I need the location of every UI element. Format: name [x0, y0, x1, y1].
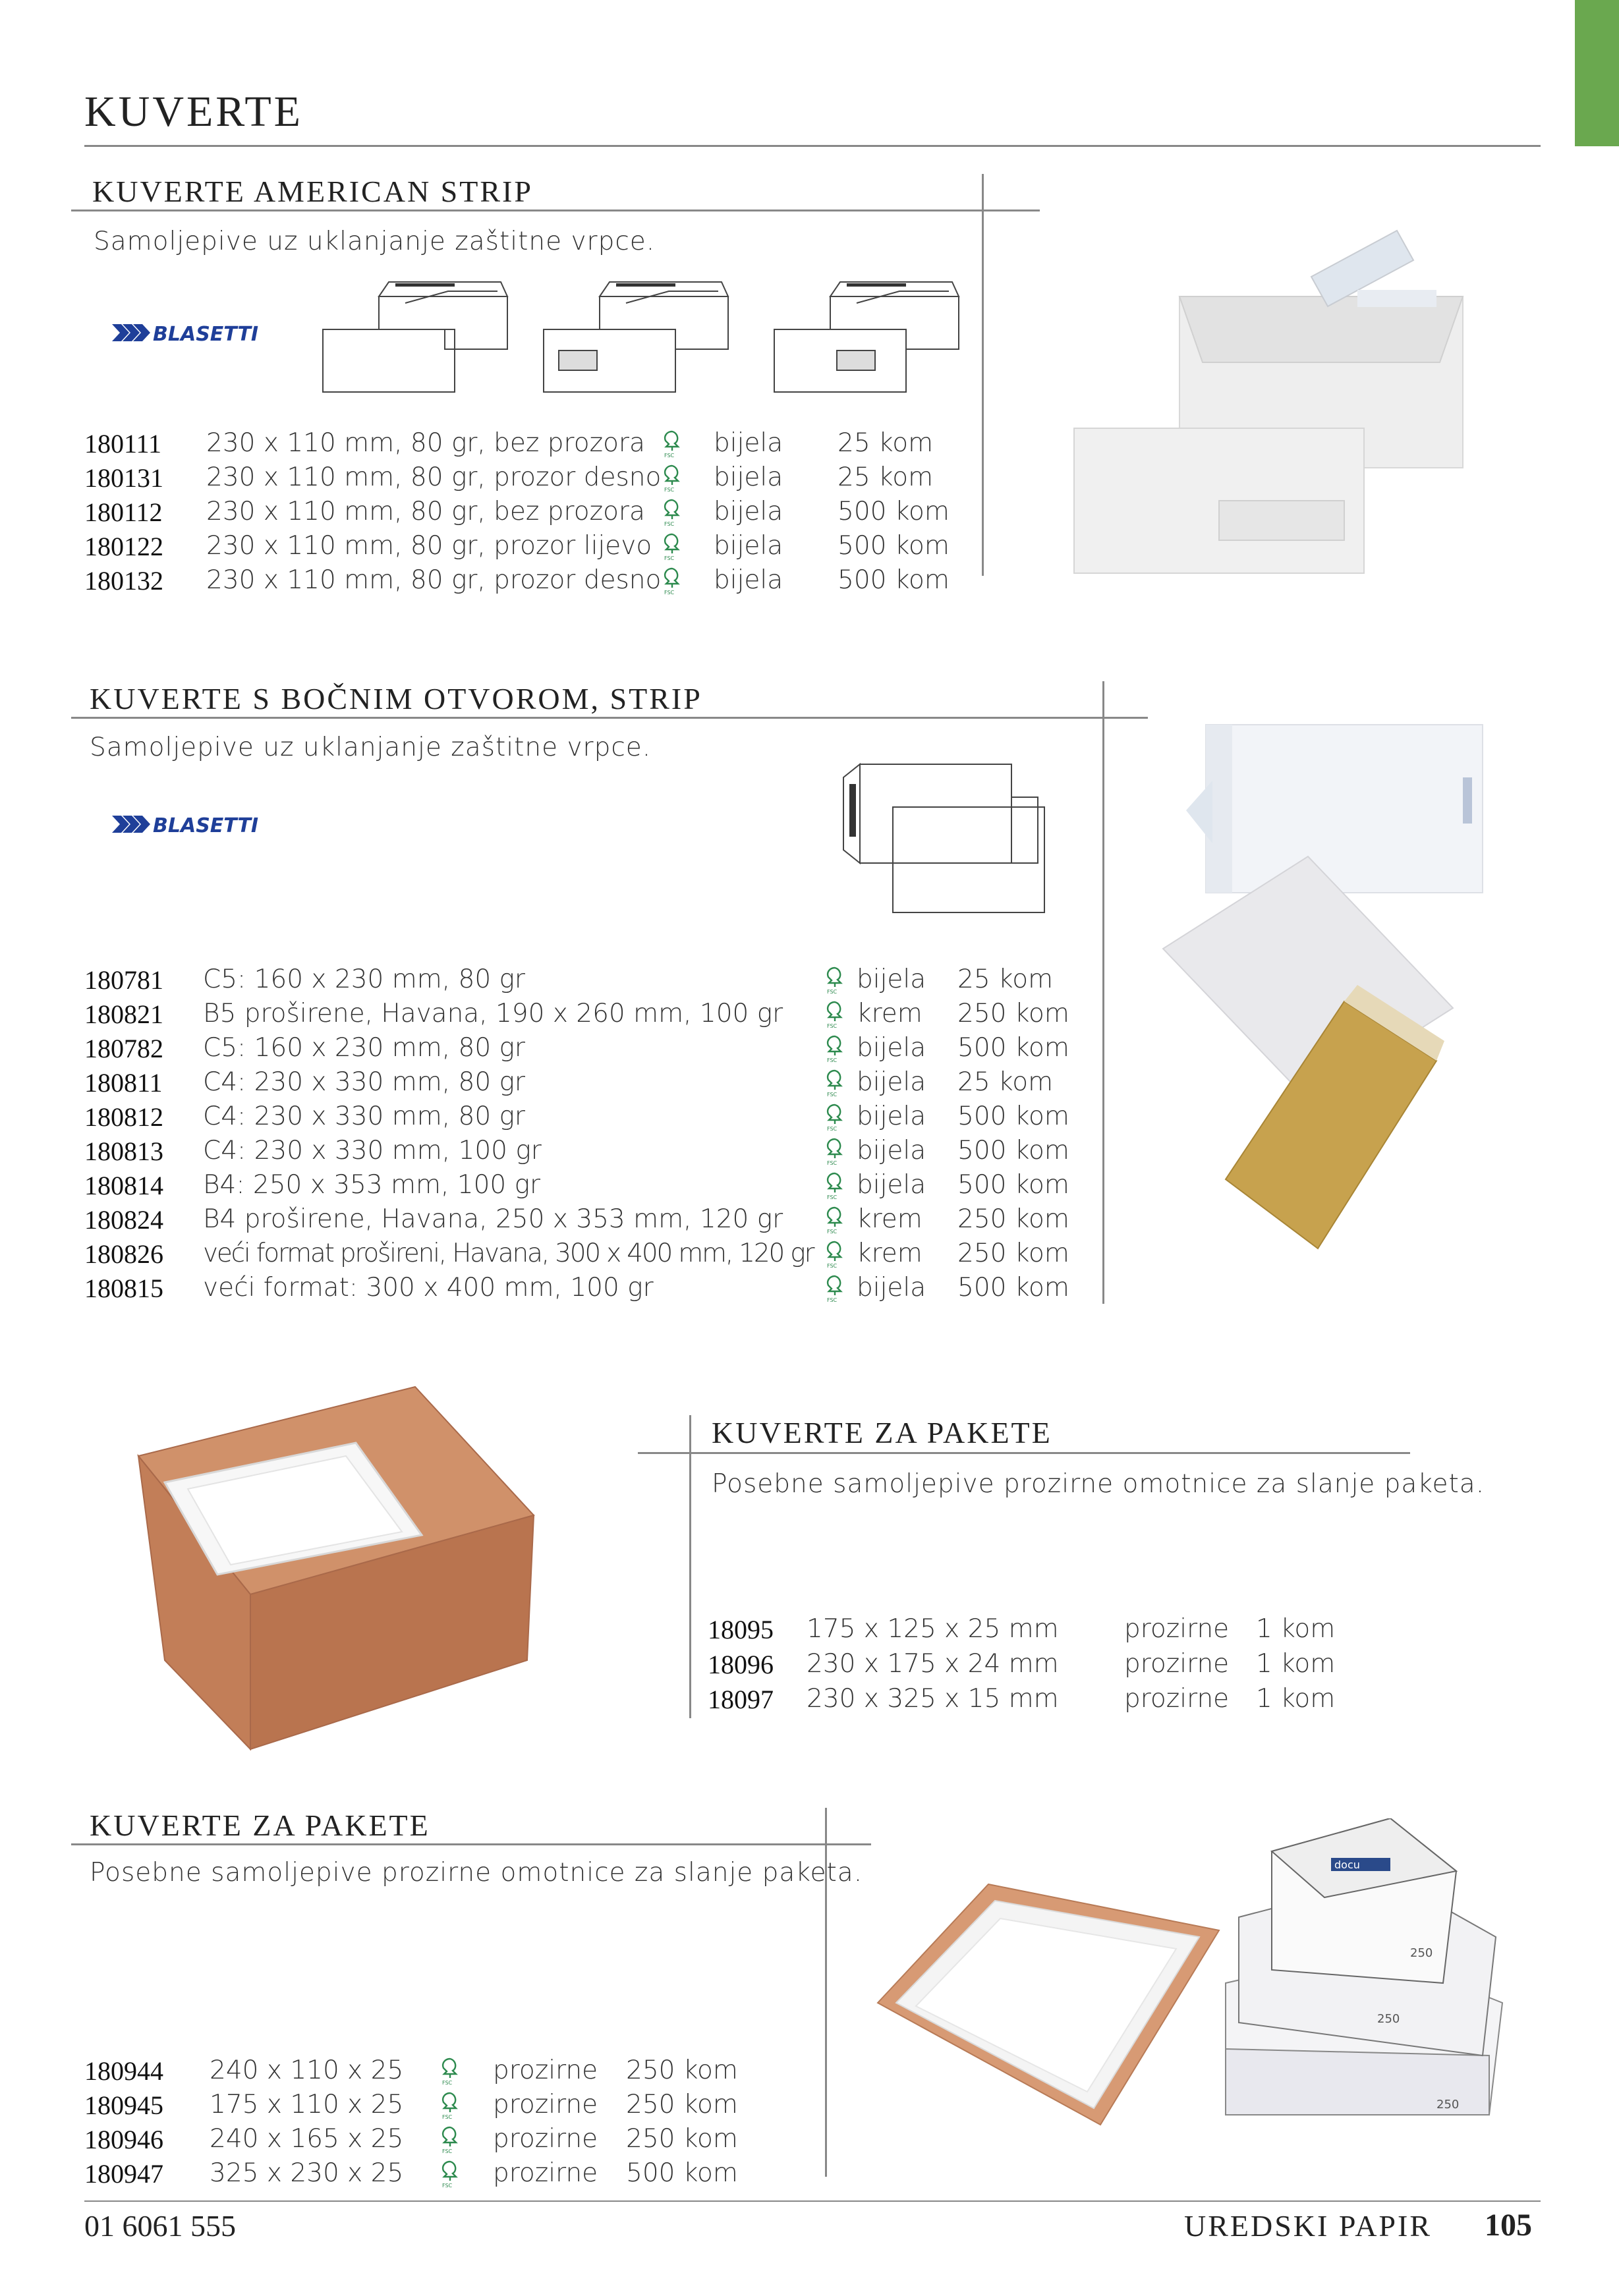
product-quantity: 25 kom: [838, 462, 934, 492]
section-divider: [1102, 681, 1104, 1304]
section-description: Posebne samoljepive prozirne omotnice za slanje paketa.: [712, 1469, 1485, 1499]
svg-text:FSC: FSC: [827, 1194, 838, 1200]
product-code: 180945: [84, 2090, 163, 2120]
product-code: 180131: [84, 463, 163, 493]
section-title: KUVERTE S BOČNIM OTVOROM, STRIP: [90, 682, 702, 715]
product-quantity: 500 kom: [957, 1136, 1069, 1165]
fsc-tree-icon: [661, 498, 683, 527]
page-number: 105: [1485, 2208, 1532, 2243]
section-title: KUVERTE ZA PAKETE: [712, 1416, 1052, 1449]
chapter-tab: [1575, 0, 1619, 146]
svg-text:FSC: FSC: [664, 453, 675, 459]
envelope-photo: [1067, 224, 1476, 580]
product-color: bijela: [857, 1170, 926, 1200]
fsc-tree-icon: [824, 1171, 846, 1200]
fsc-tree-icon: [824, 1206, 846, 1235]
svg-text:FSC: FSC: [442, 2148, 453, 2154]
product-color: bijela: [714, 531, 783, 561]
envelope-photo: [1160, 718, 1489, 1272]
table-row: [84, 1170, 1099, 1204]
fsc-tree-icon: [661, 430, 683, 459]
svg-text:FSC: FSC: [827, 1092, 838, 1098]
section-rule: [638, 1452, 1410, 1454]
product-quantity: 25 kom: [957, 965, 1054, 994]
product-description: C5: 160 x 230 mm, 80 gr: [203, 965, 525, 994]
table-row: [84, 2056, 809, 2090]
product-quantity: 25 kom: [838, 428, 934, 458]
fsc-tree-icon: [824, 1240, 846, 1269]
section-rule: [71, 1843, 871, 1845]
product-description: C4: 230 x 330 mm, 80 gr: [203, 1102, 525, 1131]
fsc-tree-icon: [661, 567, 683, 596]
fsc-tree-icon: [824, 1069, 846, 1098]
section-description: Posebne samoljepive prozirne omotnice za slanje paketa.: [90, 1858, 863, 1888]
table-row: [84, 2158, 809, 2193]
product-color: prozirne: [1124, 1649, 1230, 1679]
product-description: C4: 230 x 330 mm, 100 gr: [203, 1136, 542, 1165]
fsc-tree-icon: [661, 532, 683, 561]
section-title: KUVERTE AMERICAN STRIP: [92, 175, 533, 208]
table-row: [708, 1614, 1334, 1648]
svg-text:FSC: FSC: [664, 487, 675, 493]
envelope-drawings: [840, 758, 1051, 916]
table-row: [84, 1239, 1099, 1273]
product-color: krem: [857, 999, 923, 1028]
product-color: prozirne: [1124, 1614, 1230, 1644]
product-quantity: 25 kom: [957, 1067, 1054, 1097]
fsc-tree-icon: [439, 2160, 461, 2189]
product-description: 230 x 325 x 15 mm: [807, 1684, 1059, 1714]
product-color: bijela: [857, 1067, 926, 1097]
svg-text:FSC: FSC: [827, 989, 838, 995]
product-code: 180947: [84, 2159, 163, 2189]
product-quantity: 250 kom: [626, 2090, 738, 2119]
product-quantity: 1 kom: [1256, 1684, 1336, 1714]
product-description: 230 x 110 mm, 80 gr, prozor desno: [206, 462, 662, 492]
table-row: [84, 2090, 809, 2124]
table-row: [84, 1033, 1099, 1067]
section-divider: [689, 1415, 691, 1718]
svg-text:FSC: FSC: [827, 1229, 838, 1235]
envelope-photo: [870, 1871, 1226, 2135]
svg-text:FSC: FSC: [664, 555, 675, 561]
svg-text:BLASETTI: BLASETTI: [153, 814, 259, 835]
product-description: veći format prošireni, Havana, 300 x 400 mm, 120 gr: [203, 1239, 814, 1268]
table-row: [84, 1102, 1099, 1136]
box-photo: [132, 1384, 554, 1752]
table-row: [84, 1136, 1099, 1170]
product-quantity: 500 kom: [626, 2158, 738, 2188]
product-description: C5: 160 x 230 mm, 80 gr: [203, 1033, 525, 1063]
fsc-tree-icon: [439, 2125, 461, 2154]
table-row: [84, 1067, 1099, 1102]
svg-text:FSC: FSC: [827, 1160, 838, 1166]
svg-text:250: 250: [1410, 1946, 1433, 1960]
blasetti-logo: [112, 322, 283, 344]
product-description: 230 x 110 mm, 80 gr, bez prozora: [206, 497, 645, 526]
svg-text:250: 250: [1377, 2012, 1400, 2026]
table-row: [84, 497, 974, 531]
table-row: [84, 999, 1099, 1033]
svg-text:FSC: FSC: [827, 1057, 838, 1063]
footer-rule: [84, 2200, 1541, 2202]
product-description: 325 x 230 x 25: [210, 2158, 404, 2188]
product-description: 240 x 110 x 25: [210, 2056, 404, 2085]
product-code: 180814: [84, 1171, 163, 1200]
product-quantity: 250 kom: [957, 1239, 1069, 1268]
product-color: bijela: [857, 1273, 926, 1302]
envelope-drawings: [316, 277, 975, 395]
svg-text:FSC: FSC: [442, 2183, 453, 2189]
fsc-tree-icon: [824, 1274, 846, 1303]
table-row: [84, 428, 974, 462]
product-quantity: 250 kom: [626, 2056, 738, 2085]
product-code: 180826: [84, 1239, 163, 1269]
table-row: [84, 1273, 1099, 1307]
product-description: veći format: 300 x 400 mm, 100 gr: [203, 1273, 654, 1302]
product-code: 180122: [84, 532, 163, 561]
product-quantity: 1 kom: [1256, 1614, 1336, 1644]
product-quantity: 500 kom: [838, 531, 950, 561]
fsc-tree-icon: [824, 1000, 846, 1029]
product-quantity: 500 kom: [957, 1102, 1069, 1131]
title-rule: [84, 145, 1541, 147]
product-description: 175 x 125 x 25 mm: [807, 1614, 1059, 1644]
product-code: 18097: [708, 1685, 774, 1714]
product-color: prozirne: [1124, 1684, 1230, 1714]
product-code: 180811: [84, 1068, 163, 1098]
table-row: [708, 1649, 1334, 1683]
product-quantity: 500 kom: [838, 565, 950, 595]
fsc-tree-icon: [824, 1137, 846, 1166]
section-description: Samoljepive uz uklanjanje zaštitne vrpce.: [90, 733, 652, 762]
section-description: Samoljepive uz uklanjanje zaštitne vrpce.: [94, 227, 656, 256]
product-quantity: 250 kom: [957, 999, 1069, 1028]
svg-text:FSC: FSC: [827, 1297, 838, 1303]
product-color: bijela: [857, 1136, 926, 1165]
svg-text:FSC: FSC: [827, 1263, 838, 1269]
table-row: [708, 1684, 1334, 1718]
product-code: 180781: [84, 965, 163, 995]
section-rule: [71, 717, 1148, 719]
svg-text:250: 250: [1436, 2098, 1460, 2112]
fsc-tree-icon: [824, 1034, 846, 1063]
product-description: 230 x 175 x 24 mm: [807, 1649, 1059, 1679]
product-quantity: 1 kom: [1256, 1649, 1336, 1679]
product-description: 230 x 110 mm, 80 gr, bez prozora: [206, 428, 645, 458]
fsc-tree-icon: [824, 1103, 846, 1132]
svg-text:FSC: FSC: [442, 2114, 453, 2120]
product-color: bijela: [714, 428, 783, 458]
svg-text:FSC: FSC: [664, 590, 675, 596]
product-description: 175 x 110 x 25: [210, 2090, 404, 2119]
product-color: prozirne: [493, 2056, 598, 2085]
section-divider: [982, 174, 984, 576]
product-description: 230 x 110 mm, 80 gr, prozor lijevo: [206, 531, 652, 561]
fsc-tree-icon: [439, 2091, 461, 2120]
product-description: B5 proširene, Havana, 190 x 260 mm, 100 gr: [203, 999, 783, 1028]
product-quantity: 500 kom: [957, 1033, 1069, 1063]
svg-text:FSC: FSC: [664, 521, 675, 527]
table-row: [84, 1204, 1099, 1239]
product-code: 18095: [708, 1615, 774, 1644]
product-quantity: 250 kom: [957, 1204, 1069, 1234]
product-code: 18096: [708, 1650, 774, 1679]
svg-text:FSC: FSC: [442, 2080, 453, 2086]
svg-text:FSC: FSC: [827, 1126, 838, 1132]
product-code: 180132: [84, 566, 163, 596]
footer-category: UREDSKI PAPIR: [1184, 2209, 1433, 2243]
svg-text:BLASETTI: BLASETTI: [153, 323, 259, 344]
product-description: 240 x 165 x 25: [210, 2124, 404, 2154]
product-code: 180813: [84, 1136, 163, 1166]
table-row: [84, 462, 974, 497]
product-quantity: 500 kom: [957, 1273, 1069, 1302]
fsc-tree-icon: [824, 966, 846, 995]
table-row: [84, 2124, 809, 2158]
product-quantity: 250 kom: [626, 2124, 738, 2154]
product-description: C4: 230 x 330 mm, 80 gr: [203, 1067, 525, 1097]
table-row: [84, 531, 974, 565]
blasetti-logo: [112, 813, 283, 835]
product-code: 180111: [84, 429, 162, 459]
product-color: prozirne: [493, 2124, 598, 2154]
footer-phone: 01 6061 555: [84, 2209, 236, 2243]
svg-text:docu: docu: [1334, 1859, 1360, 1871]
product-color: bijela: [857, 1102, 926, 1131]
product-code: 180821: [84, 999, 163, 1029]
product-code: 180946: [84, 2125, 163, 2154]
section-rule: [71, 210, 1040, 211]
product-quantity: 500 kom: [838, 497, 950, 526]
product-color: bijela: [714, 497, 783, 526]
box-photo: [1219, 1818, 1509, 2128]
product-color: bijela: [714, 462, 783, 492]
product-description: B4: 250 x 353 mm, 100 gr: [203, 1170, 541, 1200]
product-color: prozirne: [493, 2090, 598, 2119]
table-row: [84, 965, 1099, 999]
svg-text:FSC: FSC: [827, 1023, 838, 1029]
product-color: krem: [857, 1204, 923, 1234]
page-title: KUVERTE: [84, 88, 303, 136]
section-title: KUVERTE ZA PAKETE: [90, 1808, 430, 1842]
product-code: 180944: [84, 2056, 163, 2086]
fsc-tree-icon: [661, 464, 683, 493]
product-code: 180824: [84, 1205, 163, 1235]
product-color: bijela: [857, 1033, 926, 1063]
product-description: B4 proširene, Havana, 250 x 353 mm, 120 gr: [203, 1204, 783, 1234]
product-color: bijela: [714, 565, 783, 595]
product-color: krem: [857, 1239, 923, 1268]
product-code: 180112: [84, 497, 163, 527]
product-description: 230 x 110 mm, 80 gr, prozor desno: [206, 565, 662, 595]
product-code: 180812: [84, 1102, 163, 1132]
table-row: [84, 565, 974, 600]
fsc-tree-icon: [439, 2057, 461, 2086]
product-color: prozirne: [493, 2158, 598, 2188]
product-code: 180782: [84, 1034, 163, 1063]
product-quantity: 500 kom: [957, 1170, 1069, 1200]
product-color: bijela: [857, 965, 926, 994]
product-code: 180815: [84, 1274, 163, 1303]
